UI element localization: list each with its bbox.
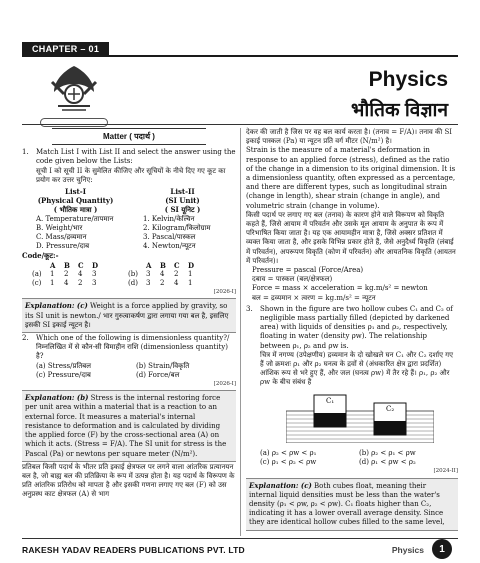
section-title: Matter ( पदार्थ ) (52, 128, 206, 145)
option-a: (a) ρ₂ < ρw < ρ₁ (260, 448, 317, 457)
header-rule (22, 55, 458, 57)
explanation-text-hi: प्रतिबल किसी पदार्थ के भीतर प्रति इकाई क्षेत्रफल पर लगने वाला आंतरिक प्रत्यानयन बल है, जो बाह्य बल की प्रतिक्रिया के रूप में उत्पन्न होता है। यह पदार्थ के विरूपण के प्रति आंतरिक प्रतिरोध को मापता है और इसकी गणना लगाए गए बल (F) को उस अनुप्रस्थ काट क्षेत्रफल (A) से भाग (22, 462, 235, 499)
chapter-label: CHAPTER – 01 (22, 42, 109, 56)
code-option: (d) (128, 279, 138, 288)
publisher-emblem-icon (48, 62, 100, 116)
exam-year: [2024-II] (433, 468, 458, 475)
footer-rule (22, 538, 458, 539)
cube-c2-liquid (374, 421, 406, 435)
option-a: (a) Stress/प्रतिबल (36, 361, 92, 370)
list2-item: 3. Pascal/पास्कल (143, 233, 196, 242)
question-text-hi: चित्र में नगण्य (उपेक्षणीय) द्रव्यमान के दो खोखले घन C₁ और C₂ दर्शाए गए हैं जो क्रमशः ρ₁ और ρ₂ घनत्व के द्रवों से (अंधकारित क्षेत्र द्वारा प्रदर्शित) आंशिक रूप से भरे हुए हैं, और जल (घनत्व ρw) में तैर रहे हैं। ρ₁, ρ₂ और ρw के बीच संबंध है (260, 350, 453, 387)
option-c: (c) ρ₁ < ρ₂ < ρw (260, 458, 317, 467)
question-text-en: Match List I with List II and select the answer using the code given below the Lists: (36, 148, 236, 166)
question-text-en: Shown in the figure are two hollow cubes C₁ and C₂ of negligible mass partially filled (depicted by darkened area) with liquids of densities ρ₁ and ρ₂, respectively, floating in water (density ρw). The relationship between ρ₁, ρ₂ and ρw is. (260, 304, 453, 350)
title-rule (22, 124, 458, 125)
question-text-hi: सूची I को सूची II के सुमेलित कीजिए और सूचियों के नीचे दिए गए कूट का प्रयोग कर उत्तर चुनिए: (36, 166, 226, 184)
question-number: 2. (22, 334, 29, 343)
question-number: 3. (246, 304, 253, 313)
code-option: (b) (128, 269, 138, 278)
formula-pressure-hi: दबाव = पास्कल (बल/क्षेत्रफल) (252, 275, 333, 284)
code-table: A B C D A B C D (a) 1 2 4 3 (b) 3 4 2 1 (c) 1 4 2 3 (d) 3 2 4 1 (32, 260, 195, 288)
answer-options (22, 362, 236, 380)
list2-sub: (SI Unit) (165, 196, 200, 206)
option-b: (b) Strain/विकृति (136, 361, 190, 370)
formula-pressure: Pressure = pascal (Force/Area) (252, 266, 364, 275)
list2-item: 1. Kelvin/केल्विन (143, 214, 195, 223)
code-option: (c) (32, 279, 42, 288)
question-text: Which one of the following is dimensionless quantity?/ निम्नलिखित में से कौन-सी विमाहीन राशि (dimensionless quantity) है? (36, 334, 230, 361)
exam-year: [2026-I] (213, 381, 236, 388)
list2-item: 2. Kilogram/किलोग्राम (143, 223, 211, 232)
list1-item: C. Mass/द्रव्यमान (36, 233, 87, 242)
cube-c2-label: C₂ (386, 404, 395, 413)
list2-sub-hi: ( SI यूनिट ) (164, 205, 201, 215)
option-d: (d) Force/बल (136, 370, 180, 379)
list1-sub: (Physical Quantity) (37, 196, 114, 206)
subject-title-en: Physics (368, 68, 448, 91)
subject-title-hi: भौतिक विज्ञान (350, 100, 448, 121)
cube-c1-liquid (314, 413, 346, 427)
list2-item: 4. Newton/न्यूटन (143, 242, 196, 251)
option-c: (c) Pressure/दाब (36, 370, 91, 379)
column-divider (240, 128, 241, 536)
explanation-label: Explanation: (b) (25, 393, 89, 403)
explanation-label: Explanation: (c) (25, 301, 88, 311)
cube-c1-label: C₁ (326, 396, 335, 405)
question-2 (22, 334, 236, 362)
floating-cubes-figure (286, 391, 434, 443)
explanation-text: Both cubes float, meaning their internal liquid densities must be less than the water's density (ρ₁ < ρw, ρ₂ < ρw). C₁ floats higher than C₂, indicating it has a lower overall average density. Since they are identical hollow cubes filled to the same level, (249, 481, 445, 527)
publisher-name: RAKESH YADAV READERS PUBLICATIONS PVT. LTD (22, 545, 245, 555)
explanation-text: Stress is the internal restoring force per unit area within a material that is a reaction to an external force. It measures a material's internal resistance to deformation and is calculated by dividing the applied force (F) by the cross-sectional area (A) on which it acts. (Stress = F/A). The SI unit for stress is the Pascal (Pa) or newtons per square meter (N/m²). (25, 394, 227, 458)
right-column (246, 128, 458, 532)
strain-text-en: Strain is the measure of a material's deformation in response to an applied force (stress), defined as the ratio of the change in a dimension to its original dimension. It is a dimensionless quantity, often expressed as a percentage, and there are different types, such as longitudinal strain (change in length), shear strain (change in angle), and volumetric strain (change in volume). (246, 146, 456, 210)
list1-sub-hi: ( भौतिक मात्रा ) (53, 205, 98, 215)
question-number: 1. (22, 148, 29, 157)
match-lists (22, 187, 236, 251)
code-label: Code/कूट:- (22, 251, 59, 261)
emblem-banner (40, 118, 108, 127)
list2-head: List-II (170, 187, 195, 197)
explanation-1 (22, 298, 236, 333)
answer-options (246, 449, 458, 467)
question-1 (22, 148, 236, 185)
option-d: (d) ρ₁ < ρw < ρ₂ (359, 458, 416, 467)
explanation-2 (22, 390, 236, 461)
footer-subject: Physics (391, 545, 424, 555)
explanation-label: Explanation: (c) (249, 480, 312, 490)
continued-text-hi: देकर की जाती है जिस पर वह बल कार्य करता है। (तनाव = F/A)। तनाव की SI इकाई पास्कल (Pa) या न्यूटन प्रति वर्ग मीटर (N/m²) है। (246, 128, 453, 146)
question-3 (246, 305, 458, 388)
explanation-3 (246, 478, 458, 531)
formula-force-hi: बल = द्रव्यमान × त्वरण = kg.m/s² = न्यूटन (252, 293, 376, 302)
strain-text-hi: किसी पदार्थ पर लगाए गए बल (तनाव) के कारण होने वाले विरूपण को विकृति कहते हैं, जिसे आयाम में परिवर्तन और उसके मूल आयाम के अनुपात के रूप में परिभाषित किया जाता है। यह एक आयामहीन मात्रा है, जिसे अक्सर प्रतिशत में व्यक्त किया जाता है, और इसके विभिन्न प्रकार होते हैं, जैसे अनुदैर्ध्य विकृति (लंबाई में परिवर्तन), अपरूपण विकृति (कोण में परिवर्तन) और आयतनिक विकृति (आयतन में परिवर्तन)। (246, 210, 456, 265)
list1-item: B. Weight/भार (36, 223, 83, 232)
code-option: (a) (32, 269, 42, 278)
list1-head: List-I (65, 187, 86, 197)
list1-item: A. Temperature/तापमान (36, 214, 114, 223)
page-number: 1 (432, 539, 452, 559)
explanation-text: Weight is a force applied by gravity, so its SI unit is newton./ भार गुरुत्वाकर्षण द्वारा लगाया गया बल है, इसलिए इसकी SI इकाई न्यूटन है। (25, 302, 229, 329)
left-column (22, 128, 236, 500)
exam-year: [2026-I] (213, 289, 236, 296)
option-b: (b) ρ₂ < ρ₁ < ρw (359, 448, 416, 457)
formula-force: Force = mass × acceleration = kg.m/s² = newton (252, 284, 428, 293)
list1-item: D. Pressure/दाब (36, 242, 90, 251)
